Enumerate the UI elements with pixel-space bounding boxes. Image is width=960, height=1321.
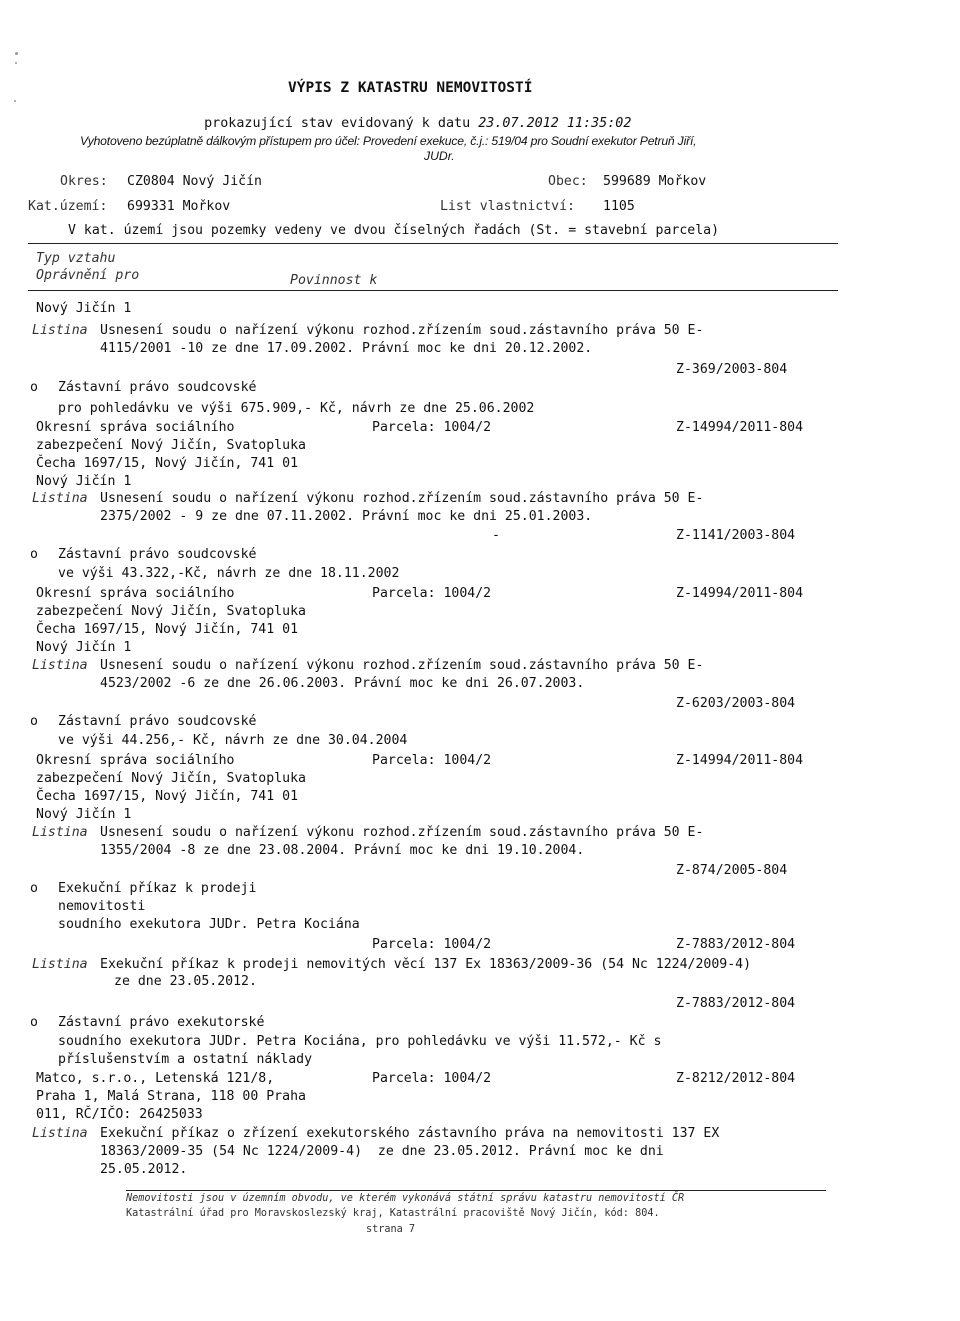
list-vlastnictvi-label: List vlastnictví: <box>440 199 575 214</box>
line: Nový Jičín 1 <box>36 640 132 655</box>
line: Usnesení soudu o nařízení výkonu rozhod.zřízením soud.zástavního práva 50 E- <box>100 491 704 506</box>
line: Okresní správa sociálního <box>36 753 235 768</box>
line: Exekuční příkaz o zřízení exekutorského zástavního práva na nemovitosti 137 EX <box>100 1126 720 1141</box>
line: pro pohledávku ve výši 675.909,- Kč, návrh ze dne 25.06.2002 <box>58 401 535 416</box>
parcela: Parcela: 1004/2 <box>372 420 492 435</box>
line: zabezpečení Nový Jičín, Svatopluka <box>36 604 306 619</box>
parcela: Parcela: 1004/2 <box>372 753 492 768</box>
line: zabezpečení Nový Jičín, Svatopluka <box>36 438 306 453</box>
line: soudního exekutora JUDr. Petra Kociána <box>58 917 360 932</box>
z-number: Z-14994/2011-804 <box>676 420 804 435</box>
listina-label: Listina <box>32 491 88 506</box>
line: příslušenstvím a ostatní náklady <box>58 1052 313 1067</box>
line: 4523/2002 -6 ze dne 26.06.2003. Právní moc ke dni 26.07.2003. <box>100 676 585 691</box>
line: zabezpečení Nový Jičín, Svatopluka <box>36 771 306 786</box>
line: Nový Jičín 1 <box>36 807 132 822</box>
subtitle-prefix: prokazující stav evidovaný k datu <box>204 116 479 131</box>
scan-speck <box>14 100 16 102</box>
line: Usnesení soudu o nařízení výkonu rozhod.zřízením soud.zástavního práva 50 E- <box>100 825 704 840</box>
line: ve výši 43.322,-Kč, návrh ze dne 18.11.2002 <box>58 566 400 581</box>
line: Usnesení soudu o nařízení výkonu rozhod.zřízením soud.zástavního práva 50 E- <box>100 323 704 338</box>
columns-rule <box>28 290 838 291</box>
line: Nový Jičín 1 <box>36 474 132 489</box>
listina-label: Listina <box>32 825 88 840</box>
line: 2375/2002 - 9 ze dne 07.11.2002. Právní moc ke dni 25.01.2003. <box>100 509 593 524</box>
vyhotoveno-line-2: JUDr. <box>424 149 455 163</box>
parcela: Parcela: 1004/2 <box>372 586 492 601</box>
line: Praha 1, Malá Strana, 118 00 Praha <box>36 1089 306 1104</box>
line: ve výši 44.256,- Kč, návrh ze dne 30.04.2004 <box>58 733 408 748</box>
listina-label: Listina <box>32 957 88 972</box>
z-number: Z-7883/2012-804 <box>676 996 796 1011</box>
line: Okresní správa sociálního <box>36 586 235 601</box>
list-vlastnictvi-value: 1105 <box>603 199 635 214</box>
line: Zástavní právo soudcovské <box>58 714 257 729</box>
line: nemovitosti <box>58 899 146 914</box>
column-opravneni-pro: Oprávnění pro <box>36 268 140 283</box>
bullet: o <box>30 380 38 395</box>
listina-label: Listina <box>32 323 88 338</box>
z-number: Z-369/2003-804 <box>676 362 788 377</box>
line: Zástavní právo exekutorské <box>58 1015 265 1030</box>
footer-line-2: Katastrální úřad pro Moravskoslezský kraj, Katastrální pracoviště Nový Jičín, kód: 804. <box>126 1208 660 1219</box>
obec-value: 599689 Mořkov <box>603 174 707 189</box>
line: Nový Jičín 1 <box>36 301 132 316</box>
line: Exekuční příkaz k prodeji <box>58 881 257 896</box>
line: 1355/2004 -8 ze dne 23.08.2004. Právní moc ke dni 19.10.2004. <box>100 843 585 858</box>
z-number: Z-14994/2011-804 <box>676 586 804 601</box>
line: 011, RČ/IČO: 26425033 <box>36 1107 203 1122</box>
footer-rule <box>126 1190 826 1191</box>
line: Čecha 1697/15, Nový Jičín, 741 01 <box>36 456 299 471</box>
okres-value: CZ0804 Nový Jičín <box>127 174 262 189</box>
line: Matco, s.r.o., Letenská 121/8, <box>36 1071 275 1086</box>
listina-label: Listina <box>32 1126 88 1141</box>
line: Usnesení soudu o nařízení výkonu rozhod.zřízením soud.zástavního práva 50 E- <box>100 658 704 673</box>
z-number: Z-874/2005-804 <box>676 863 788 878</box>
footer-line-1: Nemovitosti jsou v územním obvodu, ve kterém vykonává státní správu katastru nemovitostí ČR <box>126 1193 685 1204</box>
scan-speck <box>15 62 17 64</box>
listina-label: Listina <box>32 658 88 673</box>
z-number: Z-6203/2003-804 <box>676 696 796 711</box>
subtitle-date: 23.07.2012 11:35:02 <box>478 116 632 131</box>
line: Okresní správa sociálního <box>36 420 235 435</box>
kat-uzemi-value: 699331 Mořkov <box>127 199 231 214</box>
page-number: strana 7 <box>366 1224 416 1235</box>
line: Čecha 1697/15, Nový Jičín, 741 01 <box>36 622 299 637</box>
okres-label: Okres: <box>60 174 108 189</box>
line: Čecha 1697/15, Nový Jičín, 741 01 <box>36 789 299 804</box>
line: ze dne 23.05.2012. <box>114 974 257 989</box>
bullet: o <box>30 1015 38 1030</box>
document-title: VÝPIS Z KATASTRU NEMOVITOSTÍ <box>288 80 533 96</box>
line: Exekuční příkaz k prodeji nemovitých věcí 137 Ex 18363/2009-36 (54 Nc 1224/2009-4) <box>100 957 752 972</box>
z-number: Z-7883/2012-804 <box>676 937 796 952</box>
column-typ-vztahu: Typ vztahu <box>36 251 116 266</box>
column-povinnost-k: Povinnost k <box>290 273 378 288</box>
obec-label: Obec: <box>548 174 588 189</box>
document-subtitle <box>188 101 631 131</box>
header-rule <box>28 243 838 244</box>
line: Zástavní právo soudcovské <box>58 380 257 395</box>
parcela: Parcela: 1004/2 <box>372 1071 492 1086</box>
z-number: Z-14994/2011-804 <box>676 753 804 768</box>
vyhotoveno-line-1: Vyhotoveno bezúplatně dálkovým přístupem pro účel: Provedení exekuce, č.j.: 519/04 pro Soudní exekutor Petruň Jiří, <box>80 134 697 148</box>
z-number: Z-8212/2012-804 <box>676 1071 796 1086</box>
line: Zástavní právo soudcovské <box>58 547 257 562</box>
line: soudního exekutora JUDr. Petra Kociána, pro pohledávku ve výši 11.572,- Kč s <box>58 1034 662 1049</box>
line: 18363/2009-35 (54 Nc 1224/2009-4) ze dne 23.05.2012. Právní moc ke dni <box>100 1144 664 1159</box>
kat-uzemi-label: Kat.území: <box>28 199 108 214</box>
bullet: o <box>30 714 38 729</box>
z-number: Z-1141/2003-804 <box>676 528 796 543</box>
bullet: o <box>30 881 38 896</box>
dash: - <box>492 528 500 543</box>
parcela: Parcela: 1004/2 <box>372 937 492 952</box>
line: 4115/2001 -10 ze dne 17.09.2002. Právní moc ke dni 20.12.2002. <box>100 341 593 356</box>
scan-speck <box>15 52 18 55</box>
bullet: o <box>30 547 38 562</box>
kat-uzemi-note: V kat. území jsou pozemky vedeny ve dvou číselných řadách (St. = stavební parcela) <box>68 223 720 238</box>
line: 25.05.2012. <box>100 1162 188 1177</box>
